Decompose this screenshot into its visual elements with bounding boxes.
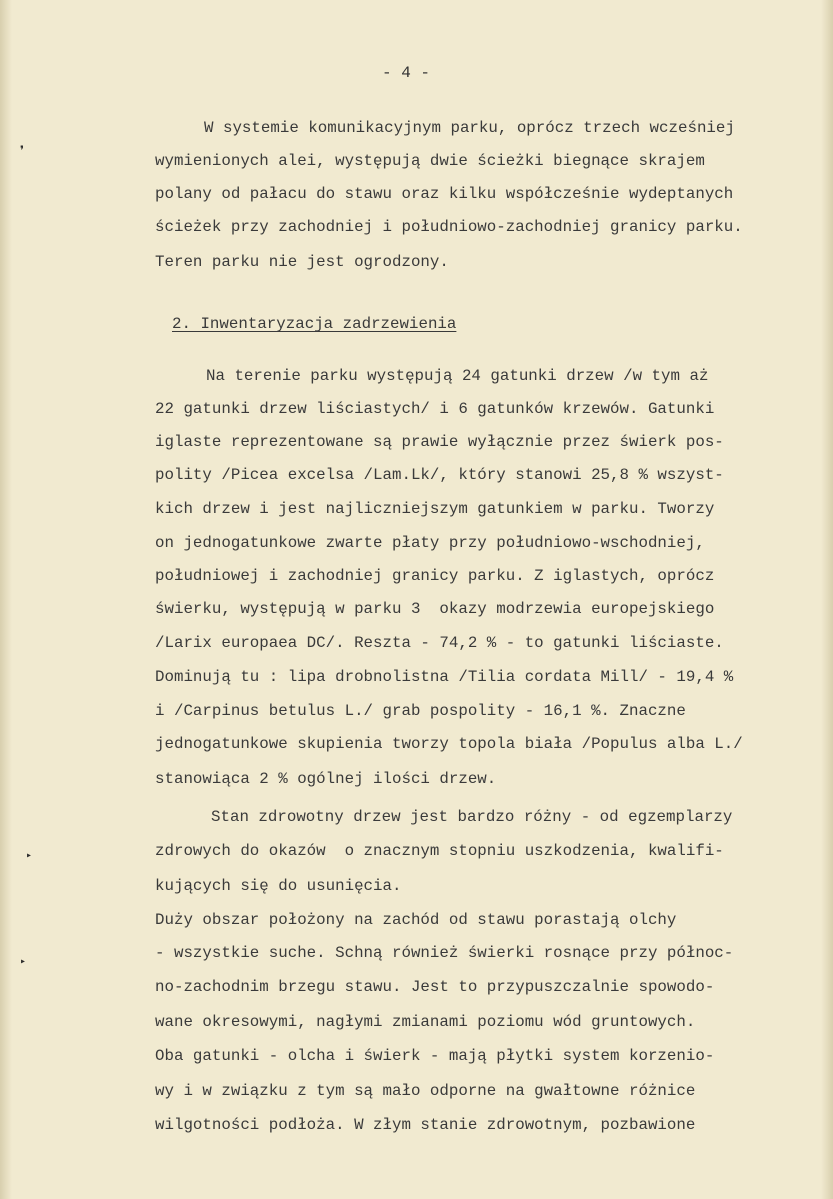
text-line: Duży obszar położony na zachód od stawu porastają olchy: [155, 911, 677, 929]
text-line: W systemie komunikacyjnym parku, oprócz trzech wcześniej: [204, 119, 735, 137]
margin-mark: ▸: [20, 956, 27, 967]
text-line: - wszystkie suche. Schną również świerki rosnące przy północ-: [155, 944, 734, 962]
page-number: - 4 -: [382, 64, 431, 82]
text-line: 22 gatunki drzew liściastych/ i 6 gatunków krzewów. Gatunki: [155, 400, 715, 418]
page-edge-left: [0, 0, 12, 1199]
text-line: kich drzew i jest najliczniejszym gatunkiem w parku. Tworzy: [155, 500, 715, 518]
margin-mark: ▸: [26, 850, 33, 861]
text-line: polity /Picea excelsa /Lam.Lk/, który stanowi 25,8 % wszyst-: [155, 466, 724, 484]
text-line: południowej i zachodniej granicy parku. Z iglastych, oprócz: [155, 567, 715, 585]
text-line: jednogatunkowe skupienia tworzy topola biała /Populus alba L./: [155, 735, 743, 753]
text-line: /Larix europaea DC/. Reszta - 74,2 % - to gatunki liściaste.: [155, 634, 724, 652]
text-line: stanowiąca 2 % ogólnej ilości drzew.: [155, 770, 497, 788]
text-line: iglaste reprezentowane są prawie wyłącznie przez świerk pos-: [155, 433, 724, 451]
text-line: on jednogatunkowe zwarte płaty przy południowo-wschodniej,: [155, 534, 705, 552]
text-line: polany od pałacu do stawu oraz kilku współcześnie wydeptanych: [155, 185, 734, 203]
section-heading: 2. Inwentaryzacja zadrzewienia: [172, 315, 457, 333]
text-line: no-zachodnim brzegu stawu. Jest to przypuszczalnie spowodo-: [155, 978, 715, 996]
text-line: ścieżek przy zachodniej i południowo-zachodniej granicy parku.: [155, 218, 743, 236]
text-line: wane okresowymi, nagłymi zmianami poziomu wód gruntowych.: [155, 1013, 696, 1031]
text-line: Dominują tu : lipa drobnolistna /Tilia cordata Mill/ - 19,4 %: [155, 668, 734, 686]
text-line: Oba gatunki - olcha i świerk - mają płytki system korzenio-: [155, 1047, 715, 1065]
page-edge-right: [821, 0, 833, 1199]
text-line: wymienionych alei, występują dwie ścieżki biegnące skrajem: [155, 152, 705, 170]
text-line: Stan zdrowotny drzew jest bardzo różny - od egzemplarzy: [211, 808, 733, 826]
text-line: zdrowych do okazów o znacznym stopniu uszkodzenia, kwalifi-: [155, 842, 724, 860]
text-line: Teren parku nie jest ogrodzony.: [155, 253, 449, 271]
text-line: i /Carpinus betulus L./ grab pospolity - 16,1 %. Znaczne: [155, 702, 686, 720]
margin-mark: ❜: [17, 142, 27, 161]
text-line: wy i w związku z tym są mało odporne na gwałtowne różnice: [155, 1082, 696, 1100]
text-line: wilgotności podłoża. W złym stanie zdrowotnym, pozbawione: [155, 1116, 696, 1134]
text-line: Na terenie parku występują 24 gatunki drzew /w tym aż: [206, 367, 709, 385]
text-line: kujących się do usunięcia.: [155, 877, 402, 895]
text-line: świerku, występują w parku 3 okazy modrzewia europejskiego: [155, 600, 715, 618]
